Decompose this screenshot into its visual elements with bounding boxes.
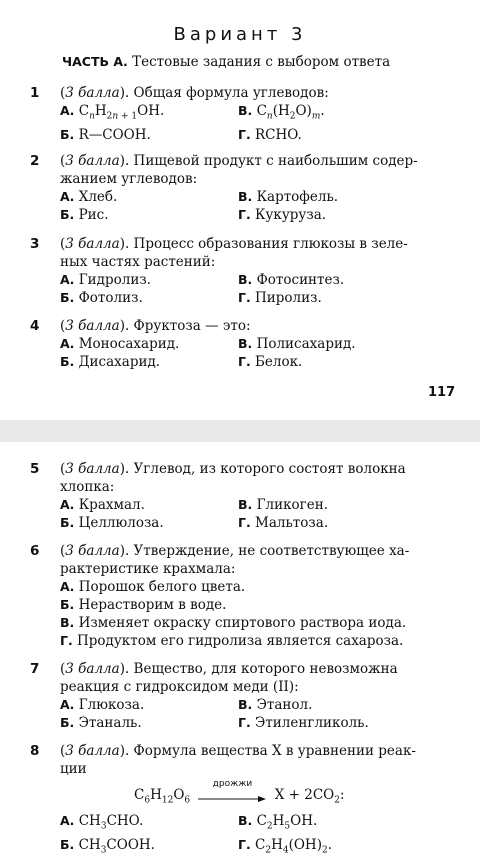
answer-option: В. Гликоген. bbox=[238, 497, 329, 513]
answer-option: А. Хлеб. bbox=[60, 189, 118, 205]
answer-option: Б. Фотолиз. bbox=[60, 290, 143, 306]
answer-option: Б. Рис. bbox=[60, 207, 109, 223]
question-2 bbox=[30, 152, 460, 224]
answer-option: В. Полисахарид. bbox=[238, 336, 356, 352]
question-6 bbox=[30, 542, 460, 650]
answer-option: Г. Этиленгликоль. bbox=[238, 715, 369, 731]
answer-option: В. Изменяет окраску спиртового раствора иода. bbox=[60, 615, 407, 631]
answer-option: А. Моносахарид. bbox=[60, 336, 180, 352]
question-number: 3 bbox=[30, 236, 40, 252]
question-7 bbox=[30, 660, 460, 732]
part-a-text: Тестовые задания с выбором ответа bbox=[132, 54, 391, 70]
arrow-condition-label: дрожжи bbox=[212, 778, 253, 789]
book-page-117 bbox=[0, 0, 480, 420]
answer-options bbox=[60, 496, 460, 532]
question-number: 5 bbox=[30, 461, 40, 477]
question-text: (3 балла). Формула вещества X в уравнении реак- ции bbox=[60, 743, 416, 777]
answer-option: В. $C_n(H_2O)_m$. bbox=[238, 103, 325, 122]
question-text: (3 балла). Углевод, из которого состоят волокна хлопка: bbox=[60, 461, 406, 495]
question-number: 6 bbox=[30, 543, 40, 559]
answer-options bbox=[60, 271, 460, 307]
answer-option: В. Этанол. bbox=[238, 697, 313, 713]
answer-options bbox=[60, 335, 460, 371]
question-text: (3 балла). Общая формула углеводов: bbox=[60, 85, 329, 101]
answer-options bbox=[60, 578, 460, 650]
variant-title: Вариант 3 bbox=[173, 24, 307, 45]
part-a-heading bbox=[62, 54, 390, 70]
answer-option: В. $C_2H_5OH$. bbox=[238, 813, 318, 832]
answer-option: Б. Нерастворим в воде. bbox=[60, 597, 227, 613]
answer-option: А. Порошок белого цвета. bbox=[60, 579, 246, 595]
answer-option: А. $CH_3CHO$. bbox=[60, 813, 144, 832]
equation-right: $X + 2CO_2$: bbox=[274, 787, 345, 806]
part-a-label: ЧАСТЬ А. bbox=[62, 54, 128, 69]
reaction-arrow-icon bbox=[198, 778, 266, 803]
answer-option: Б. $CH_3COOH$. bbox=[60, 836, 155, 856]
answer-option: А. $C_nH_{2n + 1}OH$. bbox=[60, 103, 165, 122]
answer-options bbox=[60, 812, 460, 859]
answer-options bbox=[60, 102, 460, 144]
question-1 bbox=[30, 84, 460, 144]
question-text: (3 балла). Процесс образования глюкозы в зеле- ных частях растений: bbox=[60, 236, 408, 270]
answer-option: Г. RCHO. bbox=[238, 126, 302, 143]
page-separator bbox=[0, 420, 480, 442]
answer-option: В. Фотосинтез. bbox=[238, 272, 345, 288]
answer-option: Г. Белок. bbox=[238, 354, 303, 370]
question-5 bbox=[30, 460, 460, 532]
answer-option: Г. Мальтоза. bbox=[238, 515, 329, 531]
question-4 bbox=[30, 317, 460, 371]
answer-option: Б. R—COOH. bbox=[60, 126, 151, 143]
answer-options bbox=[60, 188, 460, 224]
reaction-equation bbox=[134, 778, 345, 806]
equation-left: $C_6H_{12}O_6$ bbox=[134, 787, 191, 806]
question-text: (3 балла). Пищевой продукт с наибольшим содер- жанием углеводов: bbox=[60, 153, 418, 187]
question-number: 1 bbox=[30, 85, 40, 101]
book-page-118 bbox=[0, 442, 480, 854]
answer-option: Г. Кукуруза. bbox=[238, 207, 327, 223]
page-number: 117 bbox=[428, 385, 456, 400]
question-number: 8 bbox=[30, 743, 40, 759]
question-text: (3 балла). Фруктоза — это: bbox=[60, 318, 251, 334]
answer-option: А. Гидролиз. bbox=[60, 272, 151, 288]
question-text: (3 балла). Вещество, для которого невозможна реакция с гидроксидом меди (II): bbox=[60, 661, 398, 695]
answer-option: Г. Продуктом его гидролиза является сахароза. bbox=[60, 633, 404, 649]
answer-option: Б. Дисахарид. bbox=[60, 354, 161, 370]
question-text: (3 балла). Утверждение, не соответствующее ха- рактеристике крахмала: bbox=[60, 543, 410, 577]
answer-option: Б. Целлюлоза. bbox=[60, 515, 164, 531]
answer-option: А. Глюкоза. bbox=[60, 697, 145, 713]
question-number: 4 bbox=[30, 318, 40, 334]
answer-option: Г. Пиролиз. bbox=[238, 290, 322, 306]
answer-options bbox=[60, 696, 460, 732]
answer-option: Г. $C_2H_4(OH)_2$. bbox=[238, 836, 332, 856]
question-number: 7 bbox=[30, 661, 40, 677]
question-number: 2 bbox=[30, 153, 40, 169]
question-3 bbox=[30, 235, 460, 307]
answer-option: Б. Этаналь. bbox=[60, 715, 142, 731]
answer-option: А. Крахмал. bbox=[60, 497, 145, 513]
answer-option: В. Картофель. bbox=[238, 189, 339, 205]
